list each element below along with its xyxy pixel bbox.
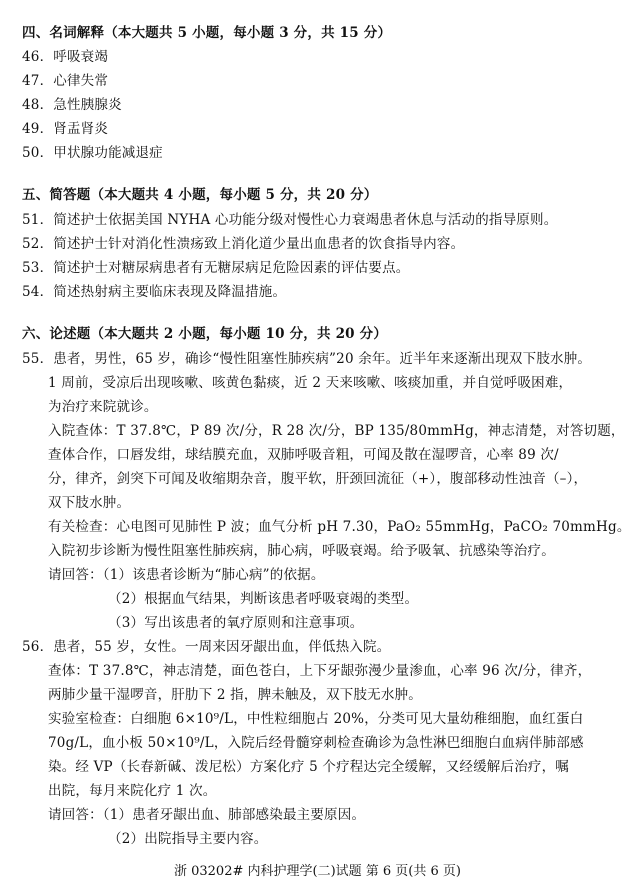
q55-line: （2）根据血气结果，判断该患者呼吸衰竭的类型。 — [108, 591, 419, 607]
q55-line: 入院初步诊断为慢性阻塞性肺疾病，肺心病，呼吸衰竭。给予吸氧、抗感染等治疗。 — [48, 543, 555, 559]
q56-line: （2）出院指导主要内容。 — [108, 831, 268, 847]
q56-line: 实验室检查：白细胞 6×10⁹/L，中性粒细胞占 20%，分类可见大量幼稚细胞，血红蛋白 — [48, 711, 584, 727]
q46: 46．呼吸衰竭 — [22, 49, 109, 65]
q56-line: 56．患者，55 岁，女性。一周来因牙龈出血，伴低热入院。 — [22, 639, 391, 655]
q56-line: 两肺少量干湿啰音，肝肋下 2 指，脾未触及，双下肢无水肿。 — [48, 687, 422, 703]
q52: 52．简述护士针对消化性溃疡致上消化道少量出血患者的饮食指导内容。 — [22, 236, 465, 252]
section6-heading: 六、论述题（本大题共 2 小题，每小题 10 分，共 20 分） — [22, 326, 388, 342]
q49: 49．肾盂肾炎 — [22, 121, 109, 137]
q55-line: 查体合作，口唇发绀，球结膜充血，双肺呼吸音粗，可闻及散在湿啰音，心率 89 次/ — [48, 447, 559, 463]
q56-line: 请回答：（1）患者牙龈出血、肺部感染最主要原因。 — [48, 807, 366, 823]
q55-line: 请回答：（1）该患者诊断为“肺心病”的依据。 — [48, 567, 325, 583]
q55-line: 1 周前，受凉后出现咳嗽、咳黄色黏痰，近 2 天来咳嗽、咳痰加重，并自觉呼吸困难， — [48, 375, 573, 391]
page-footer: 浙 03202# 内科护理学(二)试题 第 6 页(共 6 页) — [173, 864, 461, 879]
q55-line: （3）写出该患者的氧疗原则和注意事项。 — [108, 615, 364, 631]
q56-line: 查体：T 37.8℃，神志清楚，面色苍白，上下牙龈弥漫少量渗血，心率 96 次/分，律齐， — [48, 663, 592, 679]
q56-line: 出院，每月来院化疗 1 次。 — [48, 783, 217, 799]
q55-line: 为治疗来院就诊。 — [48, 399, 158, 415]
section4-heading: 四、名词解释（本大题共 5 小题，每小题 3 分，共 15 分） — [22, 25, 392, 41]
q51: 51．简述护士依据美国 NYHA 心功能分级对慢性心力衰竭患者休息与活动的指导原则。 — [22, 212, 558, 228]
q54: 54．简述热射病主要临床表现及降温措施。 — [22, 284, 287, 300]
q55-line: 有关检查：心电图可见肺性 P 波；血气分析 pH 7.30，PaO₂ 55mmHg，PaCO₂ 70mmHg。 — [48, 519, 631, 535]
q55-line: 入院查体：T 37.8℃，P 89 次/分，R 28 次/分，BP 135/80mmHg，神志清楚，对答切题， — [48, 423, 625, 439]
section5-heading: 五、简答题（本大题共 4 小题，每小题 5 分，共 20 分） — [22, 187, 378, 203]
q55-line: 分，律齐，剑突下可闻及收缩期杂音，腹平软，肝颈回流征（+），腹部移动性浊音（–）， — [48, 471, 588, 487]
q53: 53．简述护士对糖尿病患者有无糖尿病足危险因素的评估要点。 — [22, 260, 410, 276]
q48: 48．急性胰腺炎 — [22, 97, 122, 113]
q50: 50．甲状腺功能减退症 — [22, 145, 163, 161]
q47: 47．心律失常 — [22, 73, 109, 89]
q55-line: 55．患者，男性，65 岁，确诊“慢性阻塞性肺疾病”20 余年。近半年来逐渐出现双下肢水肿。 — [22, 351, 592, 367]
q55-line: 双下肢水肿。 — [48, 495, 131, 511]
q56-line: 染。经 VP（长春新碱、泼尼松）方案化疗 5 个疗程达完全缓解，又经缓解后治疗，嘱 — [48, 759, 569, 775]
q56-line: 70g/L，血小板 50×10⁹/L，入院后经骨髓穿刺检查确诊为急性淋巴细胞白血病伴肺部感 — [48, 735, 584, 751]
